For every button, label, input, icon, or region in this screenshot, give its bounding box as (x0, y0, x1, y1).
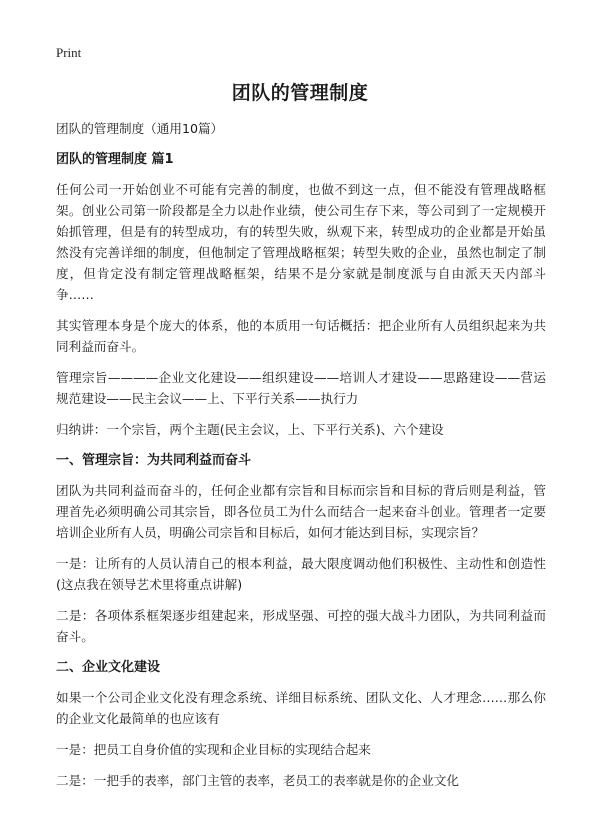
paragraph: 如果一个公司企业文化没有理念系统、详细目标系统、团队文化、人才理念……那么你的企业文化最简单的也应该有 (56, 690, 546, 726)
section-heading: 二、企业文化建设 (56, 660, 161, 675)
paragraph: 管理宗旨————企业文化建设——组织建设——培训人才建设——思路建设——营运规范建设——民主会议——上、下平行关系——执行力 (56, 370, 546, 406)
document-subtitle: 团队的管理制度（通用10篇） (56, 121, 224, 136)
paragraph: 一是：让所有的人员认清自己的根本利益，最大限度调动他们积极性、主动性和创造性(这点我在领导艺术里将重点讲解) (56, 556, 546, 592)
paragraph: 任何公司一开始创业不可能有完善的制度，也做不到这一点，但不能没有管理战略框架。创业公司第一阶段都是全力以赴作业绩，使公司生存下来，等公司到了一定规模开始抓管理，但是有的转型成功，有的转型失败，纵观下来，转型成功的企业都是开始虽然没有完善详细的制度，但他制定了管理战略框架；转型失败的企业，虽然也制定了制度，但肯定没有制定管理战略框架，结果不是分家就是制度派与自由派天天内部斗争…… (56, 182, 546, 302)
article-heading: 团队的管理制度 篇1 (56, 152, 174, 167)
print-link[interactable]: Print (56, 45, 82, 60)
document-body (56, 118, 546, 801)
section-heading: 一、管理宗旨：为共同利益而奋斗 (56, 453, 252, 468)
page-title: 团队的管理制度 (231, 82, 369, 104)
paragraph: 二是：一把手的表率，部门主管的表率，老员工的表率就是你的企业文化 (56, 773, 459, 788)
paragraph: 二是：各项体系框架逐步组建起来，形成坚强、可控的强大战斗力团队，为共同利益而奋斗。 (56, 608, 546, 644)
paragraph: 团队为共同利益而奋斗的，任何企业都有宗旨和目标而宗旨和目标的背后则是利益，管理首先必须明确公司其宗旨，即各位员工为什么而结合一起来奋斗创业。管理者一定要培训企业所有人员，明确公司宗旨和目标后，如何才能达到目标，实现宗旨？ (56, 483, 546, 540)
paragraph: 其实管理本身是个庞大的体系，他的本质用一句话概括：把企业所有人员组织起来为共同利益而奋斗。 (56, 318, 546, 354)
paragraph: 一是：把员工自身价值的实现和企业目标的实现结合起来 (56, 742, 371, 757)
paragraph: 归纳讲：一个宗旨，两个主题(民主会议，上、下平行关系)、六个建设 (56, 422, 444, 437)
